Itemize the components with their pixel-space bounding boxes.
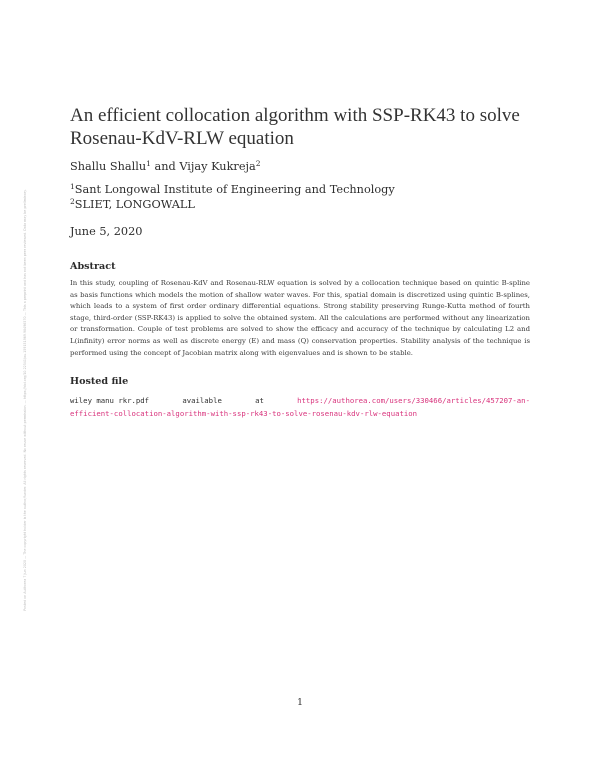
affiliation-1-sup: 1 [70,182,75,191]
author-separator: and [154,160,176,173]
affiliations [70,182,395,212]
hosted-file-line [70,394,530,420]
preprint-side-stamp [14,100,36,700]
author-2-name: Vijay Kukreja [179,160,256,173]
hosted-filename[interactable]: wiley manu rkr.pdf [70,396,150,405]
hosted-available-word: available [182,396,222,405]
hosted-link-part2[interactable]: efficient-collocation-algorithm-with-ssp-rk43-to-solve-rosenau-kdv-rlw-equation [70,409,418,418]
side-stamp-text: Posted on Authorea 7 Jun 2020 — The copyright holder is the author/funder. All rights reserved. No reuse without permission. — https://doi.org/10.22541/au.159151969.98496570 — This a preprint and has not been peer reviewed. Data may be preliminary. [23,189,27,611]
author-line [70,160,261,173]
author-1-name: Shallu Shallu [70,160,147,173]
affiliation-2-sup: 2 [70,197,75,206]
publication-date: June 5, 2020 [70,225,143,238]
page-number: 1 [296,697,304,708]
author-1-sup: 1 [146,159,151,168]
author-2-sup: 2 [255,159,261,168]
affiliation-1 [70,182,395,197]
affiliation-2-name: SLIET, LONGOWALL [74,198,195,211]
affiliation-1-name: Sant Longowal Institute of Engineering and Technology [74,183,395,196]
hosted-file-row [70,394,530,407]
hosted-file-heading: Hosted file [70,376,129,387]
abstract-text: In this study, coupling of Rosenau-KdV and Rosenau-RLW equation is solved by a collocation technique based on quintic B-spline as basis functions which models the motion of shallow water waves. For this, spatial domain is discretized using quintic B-splines, which leads to a system of first order ordinary differential equations. Strong stability preserving Runge-Kutta method of fourth stage, third-order (SSP-RK43) is applied to solve the obtained system. All the calculations are performed without any linearization or transformation. Couple of test problems are solved to show the efficacy and accuracy of the technique by calculating L2 and L(infinity) error norms as well as discrete energy (E) and mass (Q) conservation properties. Stability analysis of the technique is performed using the concept of Jacobian matrix along with eigenvalues and is shown to be stable. [70,279,530,357]
hosted-link-part1[interactable]: https://authorea.com/users/330466/articles/457207-an- [297,396,530,405]
paper-title: An efficient collocation algorithm with SSP-RK43 to solve Rosenau-KdV-RLW equation [70,105,520,149]
affiliation-2 [70,197,395,212]
hosted-at-word: at [255,396,264,405]
abstract-heading: Abstract [70,261,116,272]
